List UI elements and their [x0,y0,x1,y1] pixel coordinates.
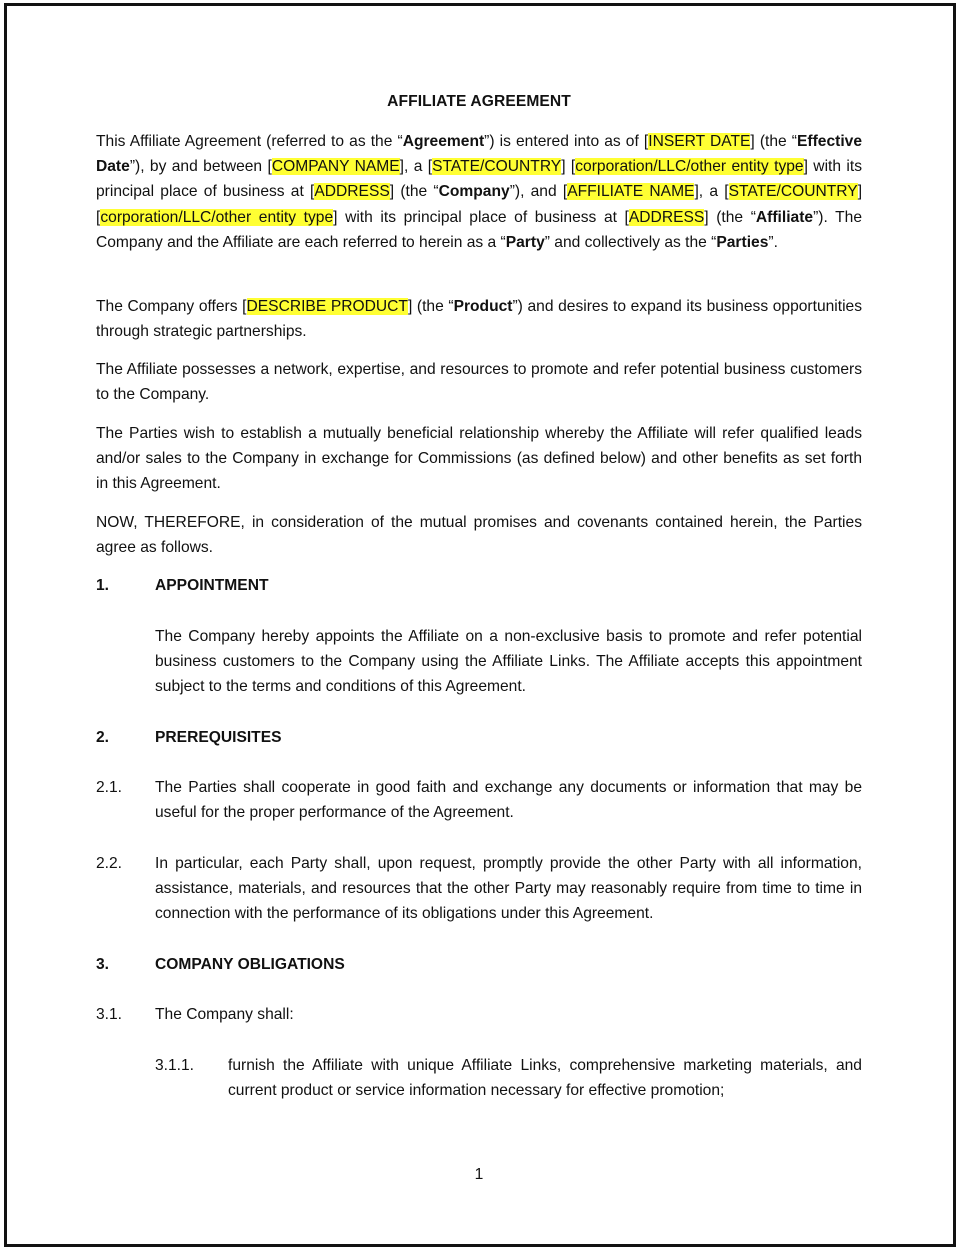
text-run: ] (the “ [389,183,439,201]
text-run: This Affiliate Agreement (referred to as the “ [96,133,403,150]
placeholder-entity-type: corporation/LLC/other entity type [100,208,334,226]
recital-product [96,294,862,344]
document-title: AFFILIATE AGREEMENT [387,93,571,110]
placeholder-entity-type: corporation/LLC/other entity type [575,158,804,176]
text-run: ”), and [ [509,183,568,201]
section-text-appointment: The Company hereby appoints the Affiliate on a non-exclusive basis to promote and refer potential business customers to the Company using the Affiliate Links. The Affiliate accepts this appointment subject to the terms and conditions of this Agreement. [155,628,862,696]
text-run: ”), by and between [ [129,158,272,176]
placeholder-insert-date: INSERT DATE [648,133,751,150]
text-run: ] (the “ [407,298,454,315]
defined-term-parties: Parties [716,233,769,251]
defined-term-company: Company [438,183,510,201]
text-run: ” and collectively as the “ [544,233,717,251]
section-heading-appointment: APPOINTMENT [155,577,269,594]
clause-number: 2.1. [96,779,123,796]
placeholder-describe-product: DESCRIBE PRODUCT [246,298,408,315]
text-run: ] [ [96,183,863,226]
section-number: 1. [96,577,110,594]
section-number: 2. [96,729,110,746]
text-run: ] with its principal place of business at [ [333,208,629,226]
text-run: ] (the “ [704,208,756,226]
placeholder-company-name: COMPANY NAME [271,158,400,176]
subclause-text: furnish the Affiliate with unique Affiliate Links, comprehensive marketing materials, and current product or service information necessary for effective promotion; [228,1057,862,1100]
section-number: 3. [96,956,110,973]
clause-text: In particular, each Party shall, upon request, promptly provide the other Party with all information, assistance, materials, and resources that the other Party may reasonably require from time to time in connection with the performance of its obligations under this Agreement. [155,855,862,923]
section-heading-company-obligations: COMPANY OBLIGATIONS [155,956,345,973]
defined-term-effective-date: Effective Date [96,133,863,176]
defined-term-agreement: Agreement [402,133,485,150]
text-run: ”. [768,233,778,251]
section-heading-prerequisites: PREREQUISITES [155,729,282,746]
recital-affiliate-network: The Affiliate possesses a network, expertise, and resources to promote and refer potential business customers to the Company. [96,361,862,404]
page-number: 1 [474,1166,484,1183]
clause-text: The Company shall: [155,1006,294,1023]
text-run: ], a [ [694,183,729,201]
placeholder-address: ADDRESS [314,183,390,201]
placeholder-state-country: STATE/COUNTRY [728,183,858,201]
subclause-number: 3.1.1. [155,1057,195,1074]
text-run: ”) and desires to expand its business opportunities through strategic partnerships. [96,298,863,341]
recital-now-therefore: NOW, THEREFORE, in consideration of the mutual promises and covenants contained herein, the Parties agree as follows. [96,514,862,557]
intro-paragraph [96,129,862,255]
text-run: The Company offers [ [96,298,247,315]
text-run: ] [ [561,158,576,176]
defined-term-party: Party [505,233,545,251]
text-run: ”). The Company and the Affiliate are each referred to herein as a “ [96,208,862,251]
clause-text: The Parties shall cooperate in good faith and exchange any documents or information that may be useful for the proper performance of the Agreement. [155,779,862,822]
text-run: ] (the “ [750,133,797,150]
text-run: ] with its principal place of business at [ [96,158,863,201]
clause-number: 2.2. [96,855,123,872]
defined-term-affiliate: Affiliate [755,208,814,226]
text-run: ], a [ [399,158,433,176]
placeholder-address: ADDRESS [628,208,705,226]
defined-term-product: Product [453,298,513,315]
placeholder-affiliate-name: AFFILIATE NAME [567,183,695,201]
recital-relationship: The Parties wish to establish a mutually beneficial relationship whereby the Affiliate will refer qualified leads and/or sales to the Company in exchange for Commissions (as defined below) and other benefits as set forth in this Agreement. [96,425,862,493]
text-run: ”) is entered into as of [ [484,133,649,150]
clause-number: 3.1. [96,1006,123,1023]
placeholder-state-country: STATE/COUNTRY [432,158,562,176]
